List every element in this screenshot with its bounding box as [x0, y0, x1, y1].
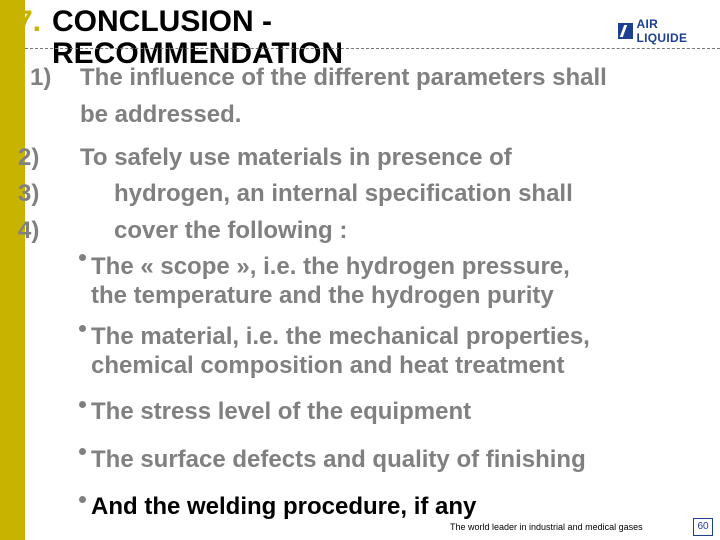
section-number: 7.	[16, 5, 42, 38]
item-number-4: 4)	[18, 217, 40, 244]
item-2-line-2: hydrogen, an internal specification shall	[114, 180, 573, 207]
item-number-2: 2)	[18, 144, 40, 171]
bullet-dot-icon	[79, 254, 86, 261]
bullet-1-line-2: the temperature and the hydrogen purity	[91, 282, 554, 309]
footer-tagline: The world leader in industrial and medical gases	[450, 522, 643, 532]
title-divider	[25, 48, 720, 49]
logo-mark-icon	[618, 23, 633, 39]
item-number-1: 1)	[30, 64, 52, 91]
company-logo	[618, 17, 710, 45]
item-1-line-1: The influence of the different parameters shall	[80, 64, 607, 91]
bullet-2-line-1: The material, i.e. the mechanical properties,	[91, 323, 590, 350]
item-2-line-1: To safely use materials in presence of	[80, 144, 512, 171]
bullet-dot-icon	[79, 496, 86, 503]
bullet-1-line-1: The « scope », i.e. the hydrogen pressure,	[91, 253, 570, 280]
bullet-4-line-1: The surface defects and quality of finishing	[91, 446, 586, 473]
bullet-2-line-2: chemical composition and heat treatment	[91, 352, 565, 379]
page-number: 60	[693, 518, 713, 536]
bullet-3-line-1: The stress level of the equipment	[91, 398, 472, 425]
bullet-5-line-1: And the welding procedure, if any	[91, 493, 477, 520]
bullet-dot-icon	[79, 401, 86, 408]
item-2-line-3: cover the following :	[114, 217, 348, 244]
item-1-line-2: be addressed.	[80, 101, 242, 128]
bullet-dot-icon	[79, 325, 86, 332]
bullet-dot-icon	[79, 448, 86, 455]
item-number-3: 3)	[18, 180, 40, 207]
left-accent-bar	[0, 0, 25, 540]
slide-title: CONCLUSION - RECOMMENDATION	[52, 5, 344, 70]
logo-text: AIR LIQUIDE	[636, 17, 688, 45]
